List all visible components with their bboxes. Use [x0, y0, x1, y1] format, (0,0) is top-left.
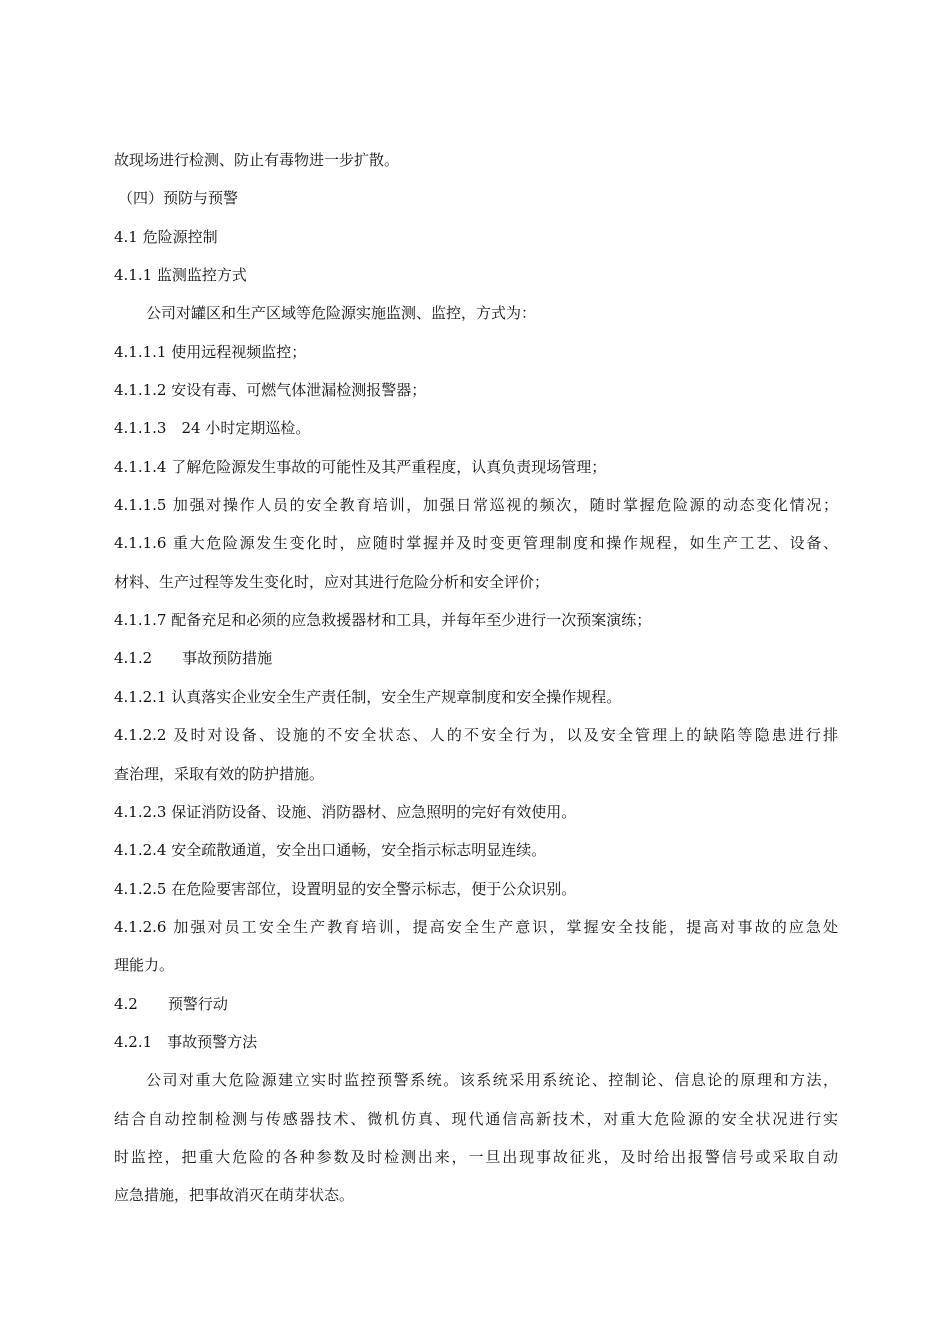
text-line: 公司对重大危险源建立实时监控预警系统。该系统采用系统论、控制论、信息论的原理和方法， — [146, 1071, 838, 1090]
text-line: 4.1.2.4 安全疏散通道，安全出口通畅，安全指示标志明显连续。 — [114, 841, 547, 860]
text-line: 4.1.2.5 在危险要害部位，设置明显的安全警示标志，便于公众识别。 — [114, 879, 577, 898]
text-line: 结合自动控制检测与传感器技术、微机仿真、现代通信高新技术，对重大危险源的安全状况进行实 — [114, 1109, 838, 1128]
text-line: （四）预防与预警 — [118, 189, 239, 208]
text-line: 4.1.1.7 配备充足和必须的应急救援器材和工具，并每年至少进行一次预案演练； — [114, 611, 652, 630]
text-line: 4.1.1 监测监控方式 — [114, 266, 247, 285]
document-body — [114, 145, 838, 1219]
text-line: 4.2.1 事故预警方法 — [114, 1032, 258, 1051]
text-line: 时监控，把重大危险的各种参数及时检测出来，一旦出现事故征兆，及时给出报警信号或采取自动 — [114, 1147, 838, 1166]
text-line: 查治理，采取有效的防护措施。 — [114, 764, 325, 783]
text-line: 4.1.1.6 重大危险源发生变化时，应随时掌握并及时变更管理制度和操作规程，如生产工艺、设备、 — [114, 534, 838, 553]
text-line: 4.1.1.1 使用远程视频监控； — [114, 342, 307, 361]
text-line: 4.1.2.6 加强对员工安全生产教育培训，提高安全生产意识，掌握安全技能，提高对事故的应急处 — [114, 917, 838, 936]
text-line: 4.1.2.2 及时对设备、设施的不安全状态、人的不安全行为，以及安全管理上的缺陷等隐患进行排 — [114, 726, 838, 745]
text-line: 材料、生产过程等发生变化时，应对其进行危险分析和安全评价； — [114, 572, 550, 591]
text-line: 4.1.1.5 加强对操作人员的安全教育培训，加强日常巡视的频次，随时掌握危险源的动态变化情况； — [114, 496, 838, 515]
text-line: 4.1.2.1 认真落实企业安全生产责任制，安全生产规章制度和安全操作规程。 — [114, 687, 622, 706]
text-line: 4.1.1.4 了解危险源发生事故的可能性及其严重程度，认真负责现场管理； — [114, 457, 607, 476]
text-line: 4.1 危险源控制 — [114, 227, 218, 246]
text-line: 4.1.1.2 安设有毒、可燃气体泄漏检测报警器； — [114, 381, 427, 400]
text-line: 4.1.1.3 24 小时定期巡检。 — [114, 419, 311, 438]
text-line: 故现场进行检测、防止有毒物进一步扩散。 — [114, 151, 400, 169]
text-line: 理能力。 — [114, 956, 175, 975]
text-line: 4.2 预警行动 — [114, 994, 228, 1013]
text-line: 4.1.2 事故预防措施 — [114, 649, 273, 668]
text-line: 4.1.2.3 保证消防设备、设施、消防器材、应急照明的完好有效使用。 — [114, 802, 577, 821]
text-line: 公司对罐区和生产区域等危险源实施监测、监控，方式为： — [146, 304, 537, 323]
text-line: 应急措施，把事故消灭在萌芽状态。 — [114, 1186, 355, 1205]
